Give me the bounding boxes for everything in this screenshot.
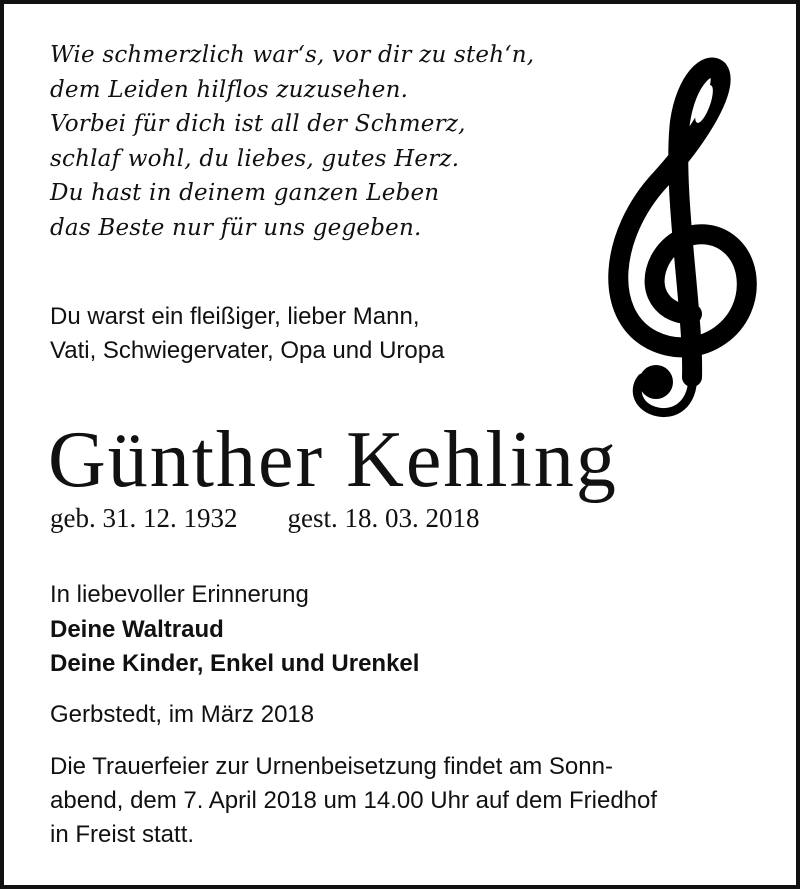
remembrance-block [50,578,419,682]
poem-line: Wie schmerzlich war‘s, vor dir zu steh‘n, [50,42,535,68]
tribute-text [50,300,444,368]
poem-line: das Beste nur für uns gegeben. [50,214,422,241]
poem-line: Du hast in deinem ganzen Leben [50,180,440,206]
tribute-line: Vati, Schwiegervater, Opa und Uropa [50,337,445,364]
ceremony-line: in Freist statt. [50,821,195,848]
life-dates [50,500,479,536]
poem-line: schlaf wohl, du liebes, gutes Herz. [50,145,460,172]
memorial-poem [50,38,534,245]
mourner-name: Deine Kinder, Enkel und Urenkel [50,650,420,677]
remembrance-intro: In liebevoller Erinnerung [50,581,309,608]
death-date: gest. 18. 03. 2018 [287,503,480,533]
place-date: Gerbstedt, im März 2018 [50,701,315,728]
treble-clef-icon [596,52,764,422]
deceased-name: Günther Kehling [48,416,618,504]
ceremony-line: abend, dem 7. April 2018 um 14.00 Uhr auf dem Friedhof [50,787,658,814]
mourner-name: Deine Waltraud [50,615,224,643]
ceremony-notice [50,750,657,852]
poem-line: Vorbei für dich ist all der Schmerz, [50,111,466,137]
ceremony-line: Die Trauerfeier zur Urnenbeisetzung findet am Sonn- [50,753,613,780]
tribute-line: Du warst ein fleißiger, lieber Mann, [50,303,420,330]
poem-line: dem Leiden hilflos zuzusehen. [50,76,409,103]
birth-date: geb. 31. 12. 1932 [50,503,238,533]
